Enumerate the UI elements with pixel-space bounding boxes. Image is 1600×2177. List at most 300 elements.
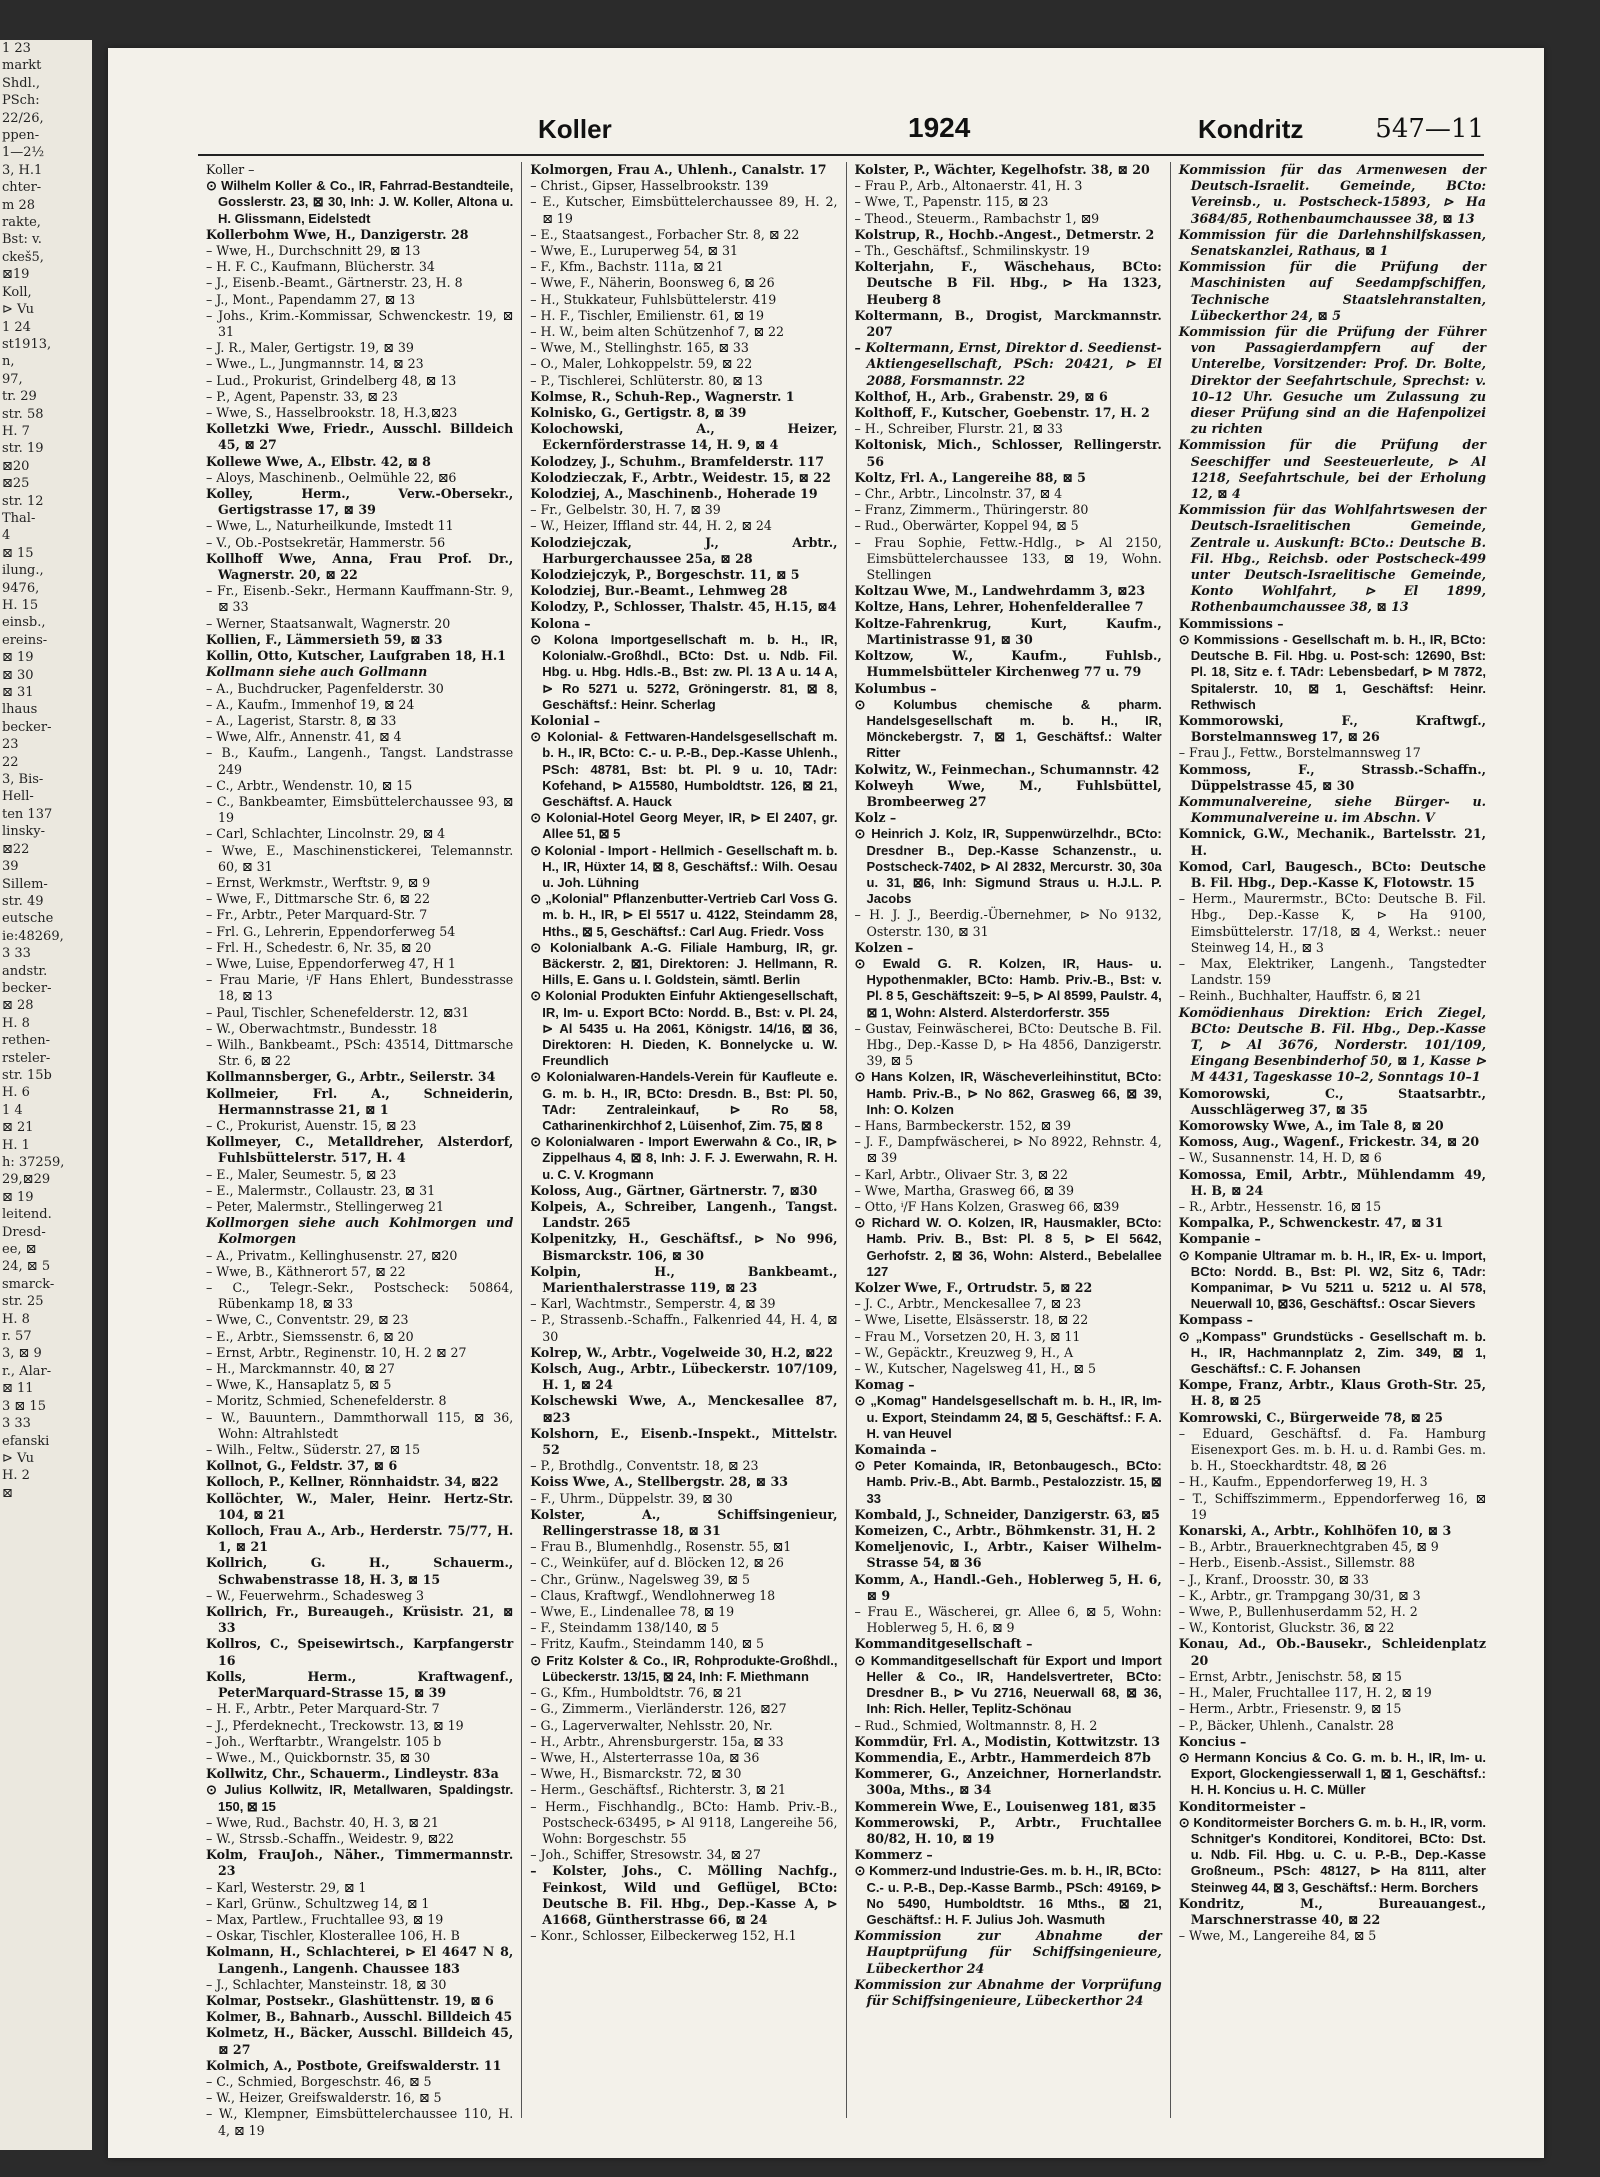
- directory-entry: Kolsch, Aug., Arbtr., Lübeckerstr. 107/109, H. 1, ⊠ 24: [530, 1361, 838, 1393]
- directory-entry: Kondritz, M., Bureauangest., Marschnerstrasse 40, ⊠ 22: [1178, 1895, 1486, 1927]
- directory-entry: – J., Kranf., Droosstr. 30, ⊠ 33: [1178, 1571, 1369, 1587]
- directory-entry: – Frau Sophie, Fettw.-Hdlg., ⊳ Al 2150, Eimsbüttelerchaussee 133, ⊠ 19, Wohn. Stellingen: [854, 534, 1162, 583]
- directory-entry: – Wwe, S., Hasselbrookstr. 18, H.3,⊠23: [206, 405, 458, 421]
- directory-entry: ⊙ Kolonial - Import - Hellmich - Gesellschaft m. b. H., IR, Hüxter 14, ⊠ 8, Geschäftsf.: Wilh. Oesau u. Joh. Lühning: [530, 842, 838, 890]
- directory-entry: Kombald, J., Schneider, Danzigerstr. 63, ⊠5: [854, 1506, 1160, 1522]
- directory-entry: Kollmannsberger, G., Arbtr., Seilerstr. 34: [206, 1069, 496, 1085]
- directory-entry: Kolumbus –: [854, 680, 937, 696]
- fragment-line: 39: [2, 859, 19, 875]
- directory-entry: – C., Prokurist, Auenstr. 15, ⊠ 23: [206, 1117, 417, 1133]
- directory-entry: – W., Klempner, Eimsbüttelerchaussee 110, H. 4, ⊠ 19: [206, 2106, 514, 2138]
- directory-entry: – H. F., Arbtr., Peter Marquard-Str. 7: [206, 1701, 440, 1717]
- fragment-line: ⊠ 19: [2, 650, 34, 666]
- fragment-line: smarck-: [2, 1276, 55, 1292]
- directory-entry: – Karl, Arbtr., Olivaer Str. 3, ⊠ 22: [854, 1166, 1069, 1182]
- directory-entry: – Paul, Tischler, Schenefelderstr. 12, ⊠31: [206, 1004, 470, 1020]
- fragment-line: str. 15b: [2, 1067, 52, 1083]
- directory-entry: ⊙ Kommerz-und Industrie-Ges. m. b. H., IR, BCto: C.- u. P.-B., Dep.-Kasse Barmb., PSch: 49169, ⊳ No 5490, Humboldtstr. 16 Mths., ⊠ 21, Geschäftsf.: H. F. Julius Joh. Wasmuth: [854, 1863, 1162, 1927]
- directory-entry: Kolschewski Wwe, A., Menckesallee 87, ⊠23: [530, 1393, 838, 1425]
- fragment-line: ⊠ 15: [2, 545, 34, 561]
- fragment-line: ⊠25: [2, 476, 30, 492]
- directory-entry: Kolley, Herm., Verw.-Obersekr., Gertigstrasse 17, ⊠ 39: [206, 486, 514, 518]
- directory-entry: – P., Strassenb.-Schaffn., Falkenried 44, H. 4, ⊠ 30: [530, 1312, 838, 1344]
- directory-entry: – Herm., Maurermstr., BCto: Deutsche B. Fil. Hbg., Dep.-Kasse K, ⊳ Ha 9100, Eimsbüttelerstr. 17/18, ⊠ 4, Werkst.: neuer Steinweg 14, H., ⊠ 3: [1178, 891, 1486, 955]
- fragment-line: becker-: [2, 719, 52, 735]
- directory-entry: – G., Lagerverwalter, Nehlsstr. 20, Nr.: [530, 1717, 773, 1733]
- directory-entry: Kollrich, Fr., Bureaugeh., Krüsistr. 21, ⊠ 33: [206, 1604, 514, 1636]
- fragment-line: str. 25: [2, 1294, 44, 1310]
- fragment-line: 3, ⊠ 9: [2, 1346, 42, 1362]
- directory-entry: – H., Arbtr., Ahrensburgerstr. 15a, ⊠ 33: [530, 1733, 784, 1749]
- directory-entry: – Wwe, B., Käthnerort 57, ⊠ 22: [206, 1263, 406, 1279]
- directory-entry: Konarski, A., Arbtr., Kohlhöfen 10, ⊠ 3: [1178, 1523, 1452, 1539]
- directory-entry: – H., Kaufm., Eppendorferweg 19, H. 3: [1178, 1474, 1428, 1490]
- fragment-line: 1 23: [2, 41, 31, 56]
- fragment-line: ⊠20: [2, 458, 30, 474]
- directory-entry: – J. F., Dampfwäscherei, ⊳ No 8922, Rehnstr. 4, ⊠ 39: [854, 1134, 1162, 1166]
- directory-entry: – Wwe, E., Luruperweg 54, ⊠ 31: [530, 243, 738, 259]
- directory-entry: – G., Zimmerm., Vierländerstr. 126, ⊠27: [530, 1701, 787, 1717]
- directory-entry: – Frl. H., Schedestr. 6, Nr. 35, ⊠ 20: [206, 939, 432, 955]
- directory-entry: – Frau P., Arb., Altonaerstr. 41, H. 3: [854, 178, 1083, 194]
- directory-entry: – A., Privatm., Kellinghusenstr. 27, ⊠20: [206, 1247, 458, 1263]
- directory-entry: – Wilh., Bankbeamt., PSch: 43514, Dittmarsche Str. 6, ⊠ 22: [206, 1036, 514, 1069]
- directory-entry: ⊙ Julius Kollwitz, IR, Metallwaren, Spaldingstr. 150, ⊠ 15: [206, 1782, 514, 1814]
- directory-entry: – W., Kontorist, Gluckstr. 36, ⊠ 22: [1178, 1620, 1395, 1636]
- directory-entry: Kolzer Wwe, F., Ortrudstr. 5, ⊠ 22: [854, 1280, 1093, 1296]
- directory-entry: – H., Schreiber, Flurstr. 21, ⊠ 33: [854, 421, 1063, 437]
- directory-entry: – Fr., Arbtr., Peter Marquard-Str. 7: [206, 907, 428, 923]
- fragment-line: ⊠19: [2, 267, 30, 283]
- directory-entry: – Wwe., M., Quickbornstr. 35, ⊠ 30: [206, 1749, 431, 1765]
- directory-entry: Komrowski, C., Bürgerweide 78, ⊠ 25: [1178, 1409, 1443, 1425]
- directory-entry: – Fr., Eisenb.-Sekr., Hermann Kauffmann-Str. 9, ⊠ 33: [206, 583, 514, 615]
- directory-entry: Kollhoff Wwe, Anna, Frau Prof. Dr., Wagnerstr. 20, ⊠ 22: [206, 550, 514, 583]
- directory-entry: Kommunalvereine, siehe Bürger- u. Kommunalvereine u. im Abschn. V: [1178, 793, 1486, 826]
- fragment-line: m 28: [2, 197, 36, 213]
- fragment-line: 29,⊠29: [2, 1172, 51, 1188]
- directory-entry: Koltzau Wwe, M., Landwehrdamm 3, ⊠23: [854, 583, 1146, 599]
- fragment-line: str. 58: [2, 406, 44, 422]
- directory-entry: – H., Stukkateur, Fuhlsbüttelerstr. 419: [530, 291, 777, 307]
- directory-entry: Kommission für die Prüfung der Führer von Passagierdampfern auf der Unterelbe, Vorsitzender: Prof. Dr. Bolte, Direktor der Seefahrtschule, Sprechst: v. 10–12 Uhr. Gesuche um Zulassung zu dieser Prüfung sind an die Hafenpolizei zu richten: [1178, 324, 1486, 437]
- directory-entry: Kommission für die Darlehnshilfskassen, Senatskanzlei, Rathaus, ⊠ 1: [1178, 226, 1486, 259]
- directory-entry: – Rud., Oberwärter, Koppel 94, ⊠ 5: [854, 518, 1079, 534]
- fragment-line: str. 19: [2, 441, 44, 457]
- directory-entry: – W., Susannenstr. 14, H. D, ⊠ 6: [1178, 1150, 1382, 1166]
- fragment-line: ⊠22: [2, 841, 30, 857]
- directory-entry: – Wwe, Alfr., Annenstr. 41, ⊠ 4: [206, 729, 402, 745]
- directory-entry: ⊙ Kolonial-Hotel Georg Meyer, IR, ⊳ El 2407, gr. Allee 51, ⊠ 5: [530, 810, 838, 842]
- directory-entry: Koltze, Hans, Lehrer, Hohenfelderallee 7: [854, 599, 1144, 615]
- directory-entry: Kolpenitzky, H., Geschäftsf., ⊳ No 996, Bismarckstr. 106, ⊠ 30: [530, 1231, 838, 1263]
- directory-entry: – Konr., Schlosser, Eilbeckerweg 152, H.1: [530, 1928, 797, 1944]
- directory-entry: Konditormeister –: [1178, 1798, 1306, 1814]
- directory-entry: ⊙ Kommanditgesellschaft für Export und Import Heller & Co., IR, Handelsvertreter, BCto: Dresdner B., ⊳ Vu 2716, Neuerwall 68, ⊠ 36, Inh: Rich. Heller, Teplitz-Schönau: [854, 1652, 1162, 1717]
- directory-entry: Komainda –: [854, 1442, 937, 1458]
- directory-entry: – H., Maler, Fruchtallee 117, H. 2, ⊠ 19: [1178, 1685, 1432, 1701]
- directory-entry: ⊙ Kolumbus chemische & pharm. Handelsgesellschaft m. b. H., IR, Mönckebergstr. 7, ⊠ 1, Geschäftsf.: Walter Ritter: [854, 696, 1162, 761]
- fragment-line: r. 57: [2, 1329, 32, 1345]
- directory-entry: Kommerer, G., Anzeichner, Hornerlandstr. 300a, Mths., ⊠ 34: [854, 1766, 1162, 1798]
- header-year: 1924: [908, 112, 971, 143]
- fragment-line: 1 4: [2, 1102, 23, 1118]
- directory-entry: Kollnot, G., Feldstr. 37, ⊠ 6: [206, 1458, 398, 1474]
- directory-entry: Kolodziej, A., Maschinenb., Hoherade 19: [530, 486, 818, 502]
- fragment-line: ⊠ 31: [2, 685, 34, 701]
- fragment-line: H. 15: [2, 598, 39, 613]
- directory-entry: – P., Agent, Papenstr. 33, ⊠ 23: [206, 388, 398, 404]
- fragment-line: H. 8: [2, 1311, 30, 1327]
- fragment-line: ckeš5,: [2, 249, 44, 265]
- directory-entry: ⊙ Kolonialwaren - Import Ewerwahn & Co., IR, ⊳ Zippelhaus 4, ⊠ 8, Inh: J. F. J. Ewerwahn, R. H. u. C. V. Krogmann: [530, 1134, 838, 1182]
- fragment-line: 24, ⊠ 5: [2, 1259, 51, 1275]
- directory-entry: – Frau E., Wäscherei, gr. Allee 6, ⊠ 5, Wohn: Hoblerweg 5, H. 6, ⊠ 9: [854, 1604, 1162, 1636]
- directory-entry: – Wwe, H., Durchschnitt 29, ⊠ 13: [206, 243, 421, 259]
- directory-entry: – Wwe, E., Maschinenstickerei, Telemannstr. 60, ⊠ 31: [206, 842, 514, 874]
- directory-entry: – C., Arbtr., Wendenstr. 10, ⊠ 15: [206, 777, 413, 793]
- fragment-line: ⊠ 30: [2, 667, 34, 683]
- directory-entry: – Claus, Kraftwgf., Wendlohnerweg 18: [530, 1587, 776, 1603]
- directory-entry: – T., Schiffszimmerm., Eppendorferweg 16, ⊠ 19: [1178, 1490, 1486, 1522]
- directory-entry: – O., Maler, Lohkoppelstr. 59, ⊠ 22: [530, 356, 753, 372]
- directory-entry: – Wwe, M., Stellinghstr. 165, ⊠ 33: [530, 340, 749, 356]
- directory-entry: ⊙ Kompanie Ultramar m. b. H., IR, Ex- u. Import, BCto: Nordd. B., Bst: Pl. W2, Sitz 6, TAdr: Kompanimar, ⊳ Vu 5211 u. 5212 u. Al 578, Neuerwall 10, ⊠36, Geschäftsf.: Oscar Sievers: [1178, 1247, 1486, 1312]
- directory-entry: Kollros, C., Speisewirtsch., Karpfangerstr 16: [206, 1636, 514, 1668]
- directory-entry: – J. R., Maler, Gertigstr. 19, ⊠ 39: [206, 340, 414, 356]
- directory-entry: Kolwitz, W., Feinmechan., Schumannstr. 42: [854, 761, 1160, 777]
- fragment-line: Hell-: [2, 789, 34, 805]
- directory-entry: – Th., Geschäftsf., Schmilinskystr. 19: [854, 243, 1090, 259]
- directory-entry: Kolodziejczyk, P., Borgeschstr. 11, ⊠ 5: [530, 567, 800, 583]
- directory-entry: – Moritz, Schmied, Schenefelderstr. 8: [206, 1393, 447, 1409]
- directory-entry: – Frau M., Vorsetzen 20, H. 3, ⊠ 11: [854, 1328, 1081, 1344]
- fragment-line: ie:48269,: [2, 928, 64, 944]
- directory-columns: [198, 162, 1494, 2138]
- directory-entry: ⊙ Hermann Koncius & Co. G. m. b. H., IR, Im- u. Export, Glockengiesserwall 1, ⊠ 1, Geschäftsf.: H. H. Koncius u. H. C. Müller: [1178, 1749, 1486, 1798]
- column-4: [1171, 162, 1494, 2118]
- directory-entry: Kolodziej, Bur.-Beamt., Lehmweg 28: [530, 583, 788, 599]
- directory-entry: – Eduard, Geschäftsf. d. Fa. Hamburg Eisenexport Ges. m. b. H. u. d. Rambi Ges. m. b. H., Stoeckhardtstr. 48, ⊠ 26: [1178, 1425, 1486, 1474]
- directory-entry: ⊙ Kolona Importgesellschaft m. b. H., IR, Kolonialw.-Großhdl., BCto: Dst. u. Ndb. Fil. Hbg. u. Hbg. Hdls.-B., Bst: zw. Pl. 13 A u. 14 A, ⊳ Ro 5271 u. 5272, Gröningerstr. 81, ⊠ 8, Geschäftsf.: Heinr. Scherlag: [530, 631, 838, 712]
- directory-entry: – Chr., Arbtr., Lincolnstr. 37, ⊠ 4: [854, 486, 1063, 502]
- directory-entry: ⊙ „Kompass" Grundstücks - Gesellschaft m. b. H., IR, Hachmannplatz 2, Zim. 349, ⊠ 1, Geschäftsf.: C. F. Johansen: [1178, 1328, 1486, 1377]
- directory-entry: Koloss, Aug., Gärtner, Gärtnerstr. 7, ⊠30: [530, 1182, 818, 1198]
- directory-entry: Komeizen, C., Arbtr., Böhmkenstr. 31, H. 2: [854, 1523, 1156, 1539]
- directory-entry: ⊙ Peter Komainda, IR, Betonbaugesch., BCto: Hamb. Priv.-B., Abt. Barmb., Pestalozzistr. 15, ⊠ 33: [854, 1458, 1162, 1506]
- directory-entry: Komnick, G.W., Mechanik., Bartelsstr. 21, H.: [1178, 826, 1486, 858]
- directory-entry: – Carl, Schlachter, Lincolnstr. 29, ⊠ 4: [206, 826, 446, 842]
- header-right-word: Kondritz: [1198, 114, 1304, 144]
- fragment-line: ⊠ 19: [2, 1189, 34, 1205]
- fragment-line: 22: [2, 754, 19, 770]
- directory-entry: – V., Ob.-Postsekretär, Hammerstr. 56: [206, 534, 446, 550]
- directory-entry: – J. C., Arbtr., Menckesallee 7, ⊠ 23: [854, 1296, 1082, 1312]
- directory-entry: – H., Marckmannstr. 40, ⊠ 27: [206, 1361, 395, 1377]
- directory-entry: Kolm, FrauJoh., Näher., Timmermannstr. 23: [206, 1847, 514, 1879]
- fragment-line: ⊠ 28: [2, 998, 34, 1014]
- fragment-line: ⊳ Vu: [2, 302, 34, 318]
- fragment-line: ten 137: [2, 806, 53, 822]
- column-2: [522, 162, 846, 2118]
- directory-page: [108, 48, 1544, 2158]
- directory-entry: – Fr., Gelbelstr. 30, H. 7, ⊠ 39: [530, 502, 721, 518]
- directory-entry: Kolmse, R., Schuh-Rep., Wagnerstr. 1: [530, 388, 795, 404]
- fragment-line: ee, ⊠: [2, 1242, 37, 1258]
- directory-entry: Kommdür, Frl. A., Modistin, Kottwitzstr. 13: [854, 1733, 1161, 1749]
- directory-entry: – Wwe, Martha, Grasweg 66, ⊠ 39: [854, 1182, 1075, 1198]
- directory-entry: – Lud., Prokurist, Grindelberg 48, ⊠ 13: [206, 372, 457, 388]
- directory-entry: – Gustav, Feinwäscherei, BCto: Deutsche B. Fil. Hbg., Dep.-Kasse D, ⊳ Ha 4856, Danzigerstr. 39, ⊠ 5: [854, 1020, 1162, 1069]
- directory-entry: Koltermann, B., Drogist, Marckmannstr. 207: [854, 307, 1162, 340]
- directory-entry: ⊙ Kommissions - Gesellschaft m. b. H., IR, BCto: Deutsche B. Fil. Hbg. u. Post-sch: 12690, Bst: Pl. 18, Sitz e. f. TAdr: Lebensbedarf, ⊳ M 7872, Spitalerstr. 10, ⊠ 1, Geschäftsf: Heinr. Rethwisch: [1178, 631, 1486, 712]
- directory-entry: – Joh., Werftarbtr., Wrangelstr. 105 b: [206, 1733, 442, 1749]
- directory-entry: Kolshorn, E., Eisenb.-Inspekt., Mittelstr. 52: [530, 1425, 838, 1458]
- fragment-line: markt: [2, 58, 42, 74]
- fragment-line: eutsche: [2, 911, 54, 927]
- fragment-line: H. 7: [2, 423, 30, 439]
- fragment-line: Shdl.,: [2, 75, 41, 91]
- fragment-line: ⊳ Vu: [2, 1450, 34, 1466]
- directory-entry: Kolmer, B., Bahnarb., Ausschl. Billdeich 45: [206, 2009, 513, 2025]
- directory-entry: Komm, A., Handl.-Geh., Hoblerweg 5, H. 6, ⊠ 9: [854, 1571, 1162, 1603]
- fragment-line: ⊠: [2, 1485, 13, 1501]
- directory-entry: – F., Kfm., Bachstr. 111a, ⊠ 21: [530, 259, 724, 275]
- directory-entry: – C., Bankbeamter, Eimsbüttelerchaussee 93, ⊠ 19: [206, 793, 514, 826]
- directory-entry: – P., Bäcker, Uhlenh., Canalstr. 28: [1178, 1717, 1394, 1733]
- directory-entry: – Herb., Eisenb.-Assist., Sillemstr. 88: [1178, 1555, 1416, 1571]
- directory-entry: Kompass –: [1178, 1312, 1253, 1328]
- directory-entry: – H. F. C., Kaufmann, Blücherstr. 34: [206, 259, 435, 275]
- directory-entry: Kollmann siehe auch Gollmann: [206, 664, 428, 680]
- directory-entry: – Wwe, T., Papenstr. 115, ⊠ 23: [854, 194, 1049, 210]
- fragment-line: leitend.: [2, 1207, 52, 1223]
- fragment-line: H. 8: [2, 1015, 30, 1031]
- header-left-word: Koller: [538, 114, 612, 144]
- directory-entry: Kolterjahn, F., Wäschehaus, BCto: Deutsche B Fil. Hbg., ⊳ Ha 1323, Heuberg 8: [854, 259, 1162, 307]
- directory-entry: Kolpeis, A., Schreiber, Langenh., Tangst. Landstr. 265: [530, 1199, 838, 1231]
- directory-entry: – Koltermann, Ernst, Direktor d. Seedienst-Aktiengesellschaft, PSch: 20421, ⊳ El 2088, Forsmannstr. 22: [854, 340, 1162, 388]
- directory-entry: Kolmich, A., Postbote, Greifswalderstr. 11: [206, 2057, 502, 2073]
- directory-entry: – F., Steindamm 138/140, ⊠ 5: [530, 1620, 719, 1636]
- directory-entry: – Wwe, Luise, Eppendorferweg 47, H 1: [206, 955, 456, 971]
- directory-entry: Koncius –: [1178, 1733, 1247, 1749]
- directory-entry: ⊙ Wilhelm Koller & Co., IR, Fahrrad-Bestandteile, Gosslerstr. 23, ⊠ 30, Inh: J. W. Koller, Altona u. H. Glissmann, Eidelstedt: [206, 178, 514, 226]
- directory-entry: Kollmorgen siehe auch Kohlmorgen und Kolmorgen: [206, 1215, 514, 1247]
- fragment-line: ilung.,: [2, 563, 44, 579]
- fragment-line: rethen-: [2, 1033, 50, 1049]
- directory-entry: Komod, Carl, Baugesch., BCto: Deutsche B. Fil. Hbg., Dep.-Kasse K, Flotowstr. 15: [1178, 858, 1486, 890]
- directory-entry: – Christ., Gipser, Hasselbrookstr. 139: [530, 178, 769, 194]
- fragment-line: lhaus: [2, 702, 38, 718]
- directory-entry: Kommanditgesellschaft –: [854, 1636, 1033, 1652]
- directory-entry: Kollewe Wwe, A., Elbstr. 42, ⊠ 8: [206, 453, 431, 469]
- directory-entry: – Werner, Staatsanwalt, Wagnerstr. 20: [206, 615, 451, 631]
- directory-entry: – Joh., Schiffer, Stresowstr. 34, ⊠ 27: [530, 1847, 761, 1863]
- directory-entry: Konau, Ad., Ob.-Bausekr., Schleidenplatz 20: [1178, 1636, 1486, 1668]
- fragment-line: Dresd-: [2, 1224, 46, 1240]
- directory-entry: – Ernst, Arbtr., Jenischstr. 58, ⊠ 15: [1178, 1668, 1402, 1684]
- directory-entry: Kompalka, P., Schwenckestr. 47, ⊠ 31: [1178, 1215, 1444, 1231]
- fragment-line: andstr.: [2, 963, 48, 979]
- directory-entry: – W., Gepäcktr., Kreuzweg 9, H., A: [854, 1344, 1074, 1360]
- directory-entry: – Rud., Schmied, Woltmannstr. 8, H. 2: [854, 1717, 1098, 1733]
- directory-entry: – Wwe, M., Langereihe 84, ⊠ 5: [1178, 1928, 1377, 1944]
- directory-entry: – W., Strssb.-Schaffn., Weidestr. 9, ⊠22: [206, 1830, 455, 1846]
- fragment-line: ppen-: [2, 128, 40, 144]
- fragment-line: 3 ⊠ 15: [2, 1398, 46, 1414]
- directory-entry: Komorowski, C., Staatsarbtr., Ausschlägerweg 37, ⊠ 35: [1178, 1085, 1486, 1117]
- directory-entry: – Hans, Barmbeckerstr. 152, ⊠ 39: [854, 1117, 1072, 1133]
- directory-entry: Kollrich, G. H., Schauerm., Schwabenstrasse 18, H. 3, ⊠ 15: [206, 1555, 514, 1587]
- directory-entry: Kolzen –: [854, 939, 914, 955]
- directory-entry: – Wwe., L., Jungmannstr. 14, ⊠ 23: [206, 356, 424, 372]
- directory-entry: – Wwe, P., Bullenhuserdamm 52, H. 2: [1178, 1604, 1418, 1620]
- directory-entry: – Max, Partlew., Fruchtallee 93, ⊠ 19: [206, 1911, 444, 1927]
- directory-entry: – Wwe, C., Conventstr. 29, ⊠ 23: [206, 1312, 409, 1328]
- directory-entry: – B., Arbtr., Brauerknechtgraben 45, ⊠ 9: [1178, 1539, 1439, 1555]
- directory-entry: – E., Arbtr., Siemssenstr. 6, ⊠ 20: [206, 1328, 414, 1344]
- directory-entry: – Theod., Steuerm., Rambachstr 1, ⊠9: [854, 210, 1100, 226]
- directory-entry: – Wwe, F., Dittmarsche Str. 6, ⊠ 22: [206, 891, 430, 907]
- fragment-line: 1 24: [2, 319, 31, 335]
- directory-entry: Kolstrup, R., Hochb.-Angest., Detmerstr. 2: [854, 226, 1155, 242]
- fragment-line: 23: [2, 737, 19, 753]
- column-3: [847, 162, 1171, 2118]
- directory-entry: – Wilh., Feltw., Süderstr. 27, ⊠ 15: [206, 1442, 421, 1458]
- directory-entry: Kommission für die Prüfung der Seeschiffer und Seesteuerleute, ⊳ Al 1218, Seefahrtschule, bei der Erholung 12, ⊠ 4: [1178, 437, 1486, 502]
- fragment-line: 22/26,: [2, 110, 44, 126]
- directory-entry: Kolodziejczak, J., Arbtr., Harburgerchaussee 25a, ⊠ 28: [530, 534, 838, 566]
- page-number: 547—11: [1375, 114, 1484, 144]
- directory-entry: – J., Eisenb.-Beamt., Gärtnerstr. 23, H. 8: [206, 275, 463, 291]
- directory-entry: Kolonial –: [530, 712, 601, 728]
- directory-entry: – Otto, ⁱ/F Hans Kolzen, Grasweg 66, ⊠39: [854, 1199, 1120, 1214]
- directory-entry: Kollöchter, W., Maler, Heinr. Hertz-Str. 104, ⊠ 21: [206, 1490, 514, 1522]
- directory-entry: ⊙ Kolonialwaren-Handels-Verein für Kaufleute e. G. m. b. H., IR, BCto: Dresdn. B., Bst: Pl. 50, TAdr: Zentraleinkauf, ⊳ Ro 58, Catharinenkirchhof 2, Lüisenhof, Zim. 75, ⊠ 8: [530, 1069, 838, 1133]
- directory-entry: – Ernst, Werkmstr., Werftstr. 9, ⊠ 9: [206, 874, 431, 890]
- directory-entry: ⊙ Konditormeister Borchers G. m. b. H., IR, vorm. Schnitger's Konditorei, Konditorei, BCto: Dst. u. Ndb. Fil. Hbg. u. C. u. P.-B., Dep.-Kasse Großneum., PSch: 48127, ⊳ Ha 8111, alter Steinweg 44, ⊠ 3, Geschäftsf.: Herm. Borchers: [1178, 1814, 1486, 1895]
- directory-entry: Kolrep, W., Arbtr., Vogelweide 30, H.2, ⊠22: [530, 1344, 833, 1360]
- directory-entry: Kommerein Wwe, E., Louisenweg 181, ⊠35: [854, 1798, 1157, 1814]
- fragment-line: efanski: [2, 1433, 50, 1449]
- directory-entry: Komorowsky Wwe, A., im Tale 8, ⊠ 20: [1178, 1117, 1444, 1133]
- directory-entry: Kommission zur Abnahme der Hauptprüfung für Schiffsingenieure, Lübeckerthor 24: [854, 1928, 1162, 1976]
- directory-entry: Koltzow, W., Kaufm., Fuhlsb., Hummelsbütteler Kirchenweg 77 u. 79: [854, 648, 1162, 680]
- fragment-line: chter-: [2, 180, 42, 196]
- directory-entry: ⊙ Kolonialbank A.-G. Filiale Hamburg, IR, gr. Bäckerstr. 2, ⊠1, Direktoren: J. Hellmann, R. Hills, E. Gans u. I. Goldstein, sämtl. Berlin: [530, 939, 838, 988]
- directory-entry: – Kolster, Johs., C. Mölling Nachfg., Feinkost, Wild und Geflügel, BCto: Deutsche B. Fil. Hbg., Dep.-Kasse A, ⊳ A1668, Güntherstrasse 66, ⊠ 24: [530, 1863, 838, 1927]
- directory-entry: Kolnisko, G., Gertigstr. 8, ⊠ 39: [530, 405, 747, 421]
- directory-entry: – J., Schlachter, Mansteinstr. 18, ⊠ 30: [206, 1976, 447, 1992]
- directory-entry: – Karl, Wachtmstr., Semperstr. 4, ⊠ 39: [530, 1296, 776, 1312]
- directory-entry: – J., Mont., Papendamm 27, ⊠ 13: [206, 291, 416, 307]
- directory-entry: Komeljenovic, I., Arbtr., Kaiser Wilhelm-Strasse 54, ⊠ 36: [854, 1539, 1162, 1571]
- directory-entry: Kommission für die Prüfung der Maschinisten auf Seedampfschiffen, Technische Staatslehranstalten, Lübeckerthor 24, ⊠ 5: [1178, 259, 1486, 323]
- directory-entry: – E., Maler, Seumestr. 5, ⊠ 23: [206, 1166, 397, 1182]
- directory-entry: – Reinh., Buchhalter, Hauffstr. 6, ⊠ 21: [1178, 988, 1422, 1004]
- column-1: [198, 162, 522, 2138]
- directory-entry: Kolloch, P., Kellner, Rönnhaidstr. 34, ⊠22: [206, 1474, 499, 1490]
- fragment-line: 3, Bis-: [2, 772, 44, 788]
- directory-entry: – P., Tischlerei, Schlüterstr. 80, ⊠ 13: [530, 372, 763, 388]
- directory-entry: – C., Schmied, Borgeschstr. 46, ⊠ 5: [206, 2073, 432, 2089]
- page-header: [198, 108, 1484, 156]
- fragment-line: r., Alar-: [2, 1363, 52, 1379]
- directory-entry: Kollmeyer, C., Metalldreher, Alsterdorf, Fuhlsbüttelerstr. 517, H. 4: [206, 1134, 514, 1166]
- directory-entry: – Wwe, L., Naturheilkunde, Imstedt 11: [206, 518, 454, 534]
- directory-entry: Kolthof, H., Arb., Grabenstr. 29, ⊠ 6: [854, 388, 1108, 404]
- directory-entry: – H. F., Tischler, Emilienstr. 61, ⊠ 19: [530, 307, 765, 323]
- directory-entry: – R., Arbtr., Hessenstr. 16, ⊠ 15: [1178, 1199, 1382, 1214]
- directory-entry: – W., Bauuntern., Dammthorwall 115, ⊠ 36, Wohn: Altrahlstedt: [206, 1409, 514, 1441]
- directory-entry: Kompanie –: [1178, 1231, 1261, 1247]
- fragment-line: 3 33: [2, 1416, 31, 1432]
- directory-entry: – Karl, Grünw., Schultzweg 14, ⊠ 1: [206, 1895, 430, 1911]
- directory-entry: – H. J. J., Beerdig.-Übernehmer, ⊳ No 9132, Osterstr. 130, ⊠ 31: [854, 907, 1162, 939]
- directory-entry: Kollien, F., Lämmersieth 59, ⊠ 33: [206, 631, 443, 647]
- directory-entry: – W., Feuerwehrm., Schadesweg 3: [206, 1587, 425, 1603]
- directory-entry: Kolmann, H., Schlachterei, ⊳ El 4647 N 8, Langenh., Langenh. Chaussee 183: [206, 1944, 514, 1976]
- directory-entry: Kolls, Herm., Kraftwagenf., PeterMarquard-Strasse 15, ⊠ 39: [206, 1668, 514, 1701]
- directory-entry: – Ernst, Arbtr., Reginenstr. 10, H. 2 ⊠ 27: [206, 1344, 467, 1360]
- directory-entry: – F., Uhrm., Düppelstr. 39, ⊠ 30: [530, 1490, 733, 1506]
- fragment-line: 1—2½: [2, 145, 45, 161]
- directory-entry: Kommissions –: [1178, 615, 1284, 631]
- directory-entry: Kolona –: [530, 615, 591, 631]
- directory-entry: – Wwe, Lisette, Elsässerstr. 18, ⊠ 22: [854, 1312, 1089, 1328]
- adjacent-page-fragment: [0, 40, 92, 2150]
- directory-entry: – J., Pferdeknecht., Treckowstr. 13, ⊠ 19: [206, 1717, 464, 1733]
- directory-entry: Komossa, Emil, Arbtr., Mühlendamm 49, H. B, ⊠ 24: [1178, 1166, 1486, 1198]
- directory-entry: Koller –: [206, 162, 255, 177]
- directory-entry: Kolz –: [854, 810, 897, 826]
- directory-entry: Komoss, Aug., Wagenf., Frickestr. 34, ⊠ 20: [1178, 1134, 1480, 1150]
- directory-entry: – W., Heizer, Greifswalderstr. 16, ⊠ 5: [206, 2090, 442, 2106]
- directory-entry: Kolmorgen, Frau A., Uhlenh., Canalstr. 17: [530, 162, 827, 177]
- fragment-line: linsky-: [2, 824, 45, 840]
- directory-entry: – C., Weinküfer, auf d. Blöcken 12, ⊠ 26: [530, 1555, 784, 1571]
- directory-entry: Kolodzieczak, F., Arbtr., Weidestr. 15, ⊠ 22: [530, 469, 831, 485]
- directory-entry: – Chr., Grünw., Nagelsweg 39, ⊠ 5: [530, 1571, 750, 1587]
- directory-entry: Kolster, A., Schiffsingenieur, Rellingerstrasse 18, ⊠ 31: [530, 1506, 838, 1539]
- directory-entry: – W., Oberwachtmstr., Bundesstr. 18: [206, 1020, 438, 1036]
- directory-entry: ⊙ Kolonial- & Fettwaren-Handelsgesellschaft m. b. H., IR, BCto: C.- u. P.-B., Dep.-Kasse Uhlenh., PSch: 48781, Bst: bt. Pl. 9 u. 10, TAdr: Kofehand, ⊳ A15580, Humboldtstr. 126, ⊠ 21, Geschäftsf. A. Hauck: [530, 729, 838, 809]
- directory-entry: Kollin, Otto, Kutscher, Laufgraben 18, H.1: [206, 648, 507, 664]
- directory-entry: Kolmetz, H., Bäcker, Ausschl. Billdeich 45, ⊠ 27: [206, 2025, 514, 2057]
- directory-entry: – W., Heizer, Iffland str. 44, H. 2, ⊠ 24: [530, 518, 772, 534]
- directory-entry: Kommission zur Abnahme der Vorprüfung für Schiffsingenieure, Lübeckerthor 24: [854, 1976, 1162, 2008]
- directory-entry: Kompe, Franz, Arbtr., Klaus Groth-Str. 25, H. 8, ⊠ 25: [1178, 1377, 1486, 1409]
- directory-entry: – Wwe, E., Lindenallee 78, ⊠ 19: [530, 1604, 735, 1620]
- directory-entry: – Frau Marie, ⁱ/F Hans Ehlert, Bundesstrasse 18, ⊠ 13: [206, 972, 514, 1004]
- fragment-line: 97,: [2, 371, 23, 387]
- directory-entry: ⊙ Kolonial Produkten Einfuhr Aktiengesellschaft, IR, Im- u. Export BCto: Nordd. B., Bst: v. Pl. 24, ⊳ Al 5435 u. Ha 2061, Königstr. 14/16, ⊠ 36, Direktoren: H. Dieden, K. Bonnelycke u. W. Freundlich: [530, 988, 838, 1069]
- fragment-line: h: 37259,: [2, 1155, 65, 1170]
- directory-entry: – A., Lagerist, Starstr. 8, ⊠ 33: [206, 712, 397, 728]
- directory-entry: Kolthoff, F., Kutscher, Goebenstr. 17, H. 2: [854, 405, 1150, 421]
- directory-entry: Kommission für das Wohlfahrtswesen der Deutsch-Israelitischen Gemeinde, Zentrale u. Auskunft: BCto.: Deutsche B. Fil. Hbg., Reichsb. oder Postscheck-499 unter Deutsch-Israelitische Gemeinde, Konto Wohlfahrt, ⊳ El 1899, Rothenbaumchaussee 38, ⊠ 13: [1178, 502, 1486, 615]
- directory-entry: – C., Telegr.-Sekr., Postscheck: 50864, Rübenkamp 18, ⊠ 33: [206, 1280, 514, 1312]
- directory-entry: – B., Kaufm., Langenh., Tangst. Landstrasse 249: [206, 745, 514, 777]
- directory-entry: ⊙ Ewald G. R. Kolzen, IR, Haus- u. Hypothenmakler, BCto: Hamb. Priv.-B., Bst: v. Pl. 8 5, Geschäftszeit: 9–5, ⊳ Al 8599, Paulstr. 4, ⊠ 1, Wohn: Alsterd. Alsterdorferstr. 355: [854, 955, 1162, 1020]
- directory-entry: Kollmeier, Frl. A., Schneiderin, Hermannstrasse 21, ⊠ 1: [206, 1085, 514, 1117]
- directory-entry: Kommorowski, F., Kraftwgf., Borstelmannsweg 17, ⊠ 26: [1178, 712, 1486, 745]
- directory-entry: – Wwe, K., Hansaplatz 5, ⊠ 5: [206, 1377, 392, 1393]
- directory-entry: – Wwe, Rud., Bachstr. 40, H. 3, ⊠ 21: [206, 1814, 439, 1830]
- fragment-line: n,: [2, 354, 15, 370]
- directory-entry: – Herm., Fischhandlg., BCto: Hamb. Priv.-B., Postscheck-63495, ⊳ Al 9118, Langereihe 56, Wohn: Borgeschstr. 55: [530, 1798, 838, 1846]
